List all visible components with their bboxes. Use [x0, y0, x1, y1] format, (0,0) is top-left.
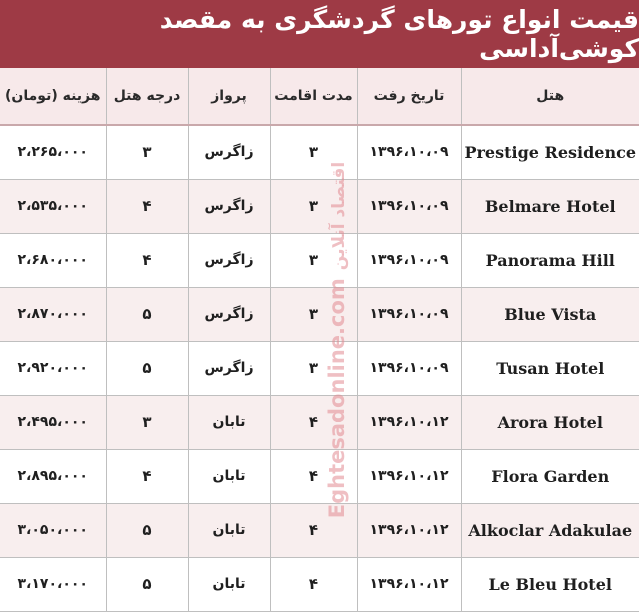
- cell-date: ۱۳۹۶،۱۰،۰۹: [357, 341, 461, 395]
- cell-stay: ۳: [270, 341, 357, 395]
- table-header-row: [0, 68, 639, 125]
- cell-cost: ۲،۹۲۰،۰۰۰: [0, 341, 106, 395]
- header-date: تاریخ رفت: [357, 68, 461, 125]
- cell-date: ۱۳۹۶،۱۰،۱۲: [357, 395, 461, 449]
- table-row: [0, 341, 639, 395]
- cell-hotel: Panorama Hill: [461, 233, 639, 287]
- cell-airline: زاگرس: [188, 233, 270, 287]
- cell-cost: ۳،۰۵۰،۰۰۰: [0, 503, 106, 557]
- cell-grade: ۵: [106, 341, 188, 395]
- cell-grade: ۴: [106, 449, 188, 503]
- cell-grade: ۳: [106, 125, 188, 179]
- cell-stay: ۳: [270, 125, 357, 179]
- cell-date: ۱۳۹۶،۱۰،۰۹: [357, 179, 461, 233]
- header-stay: مدت اقامت: [270, 68, 357, 125]
- cell-airline: زاگرس: [188, 341, 270, 395]
- table-row: [0, 557, 639, 611]
- cell-airline: زاگرس: [188, 125, 270, 179]
- cell-stay: ۴: [270, 449, 357, 503]
- cell-stay: ۴: [270, 395, 357, 449]
- table-row: [0, 125, 639, 179]
- cell-grade: ۵: [106, 503, 188, 557]
- table-row: [0, 395, 639, 449]
- cell-date: ۱۳۹۶،۱۰،۰۹: [357, 125, 461, 179]
- table-row: [0, 287, 639, 341]
- table-row: [0, 503, 639, 557]
- table-row: [0, 233, 639, 287]
- watermark-text-fa: اقتصاد آنلاین: [329, 161, 349, 271]
- header-hotel: هتل: [461, 68, 639, 125]
- cell-airline: تابان: [188, 503, 270, 557]
- table-row: [0, 449, 639, 503]
- tour-price-table: [0, 68, 639, 612]
- cell-date: ۱۳۹۶،۱۰،۱۲: [357, 503, 461, 557]
- cell-airline: زاگرس: [188, 287, 270, 341]
- cell-cost: ۲،۵۳۵،۰۰۰: [0, 179, 106, 233]
- cell-grade: ۴: [106, 233, 188, 287]
- cell-grade: ۳: [106, 395, 188, 449]
- cell-airline: تابان: [188, 557, 270, 611]
- cell-hotel: Flora Garden: [461, 449, 639, 503]
- cell-hotel: Le Bleu Hotel: [461, 557, 639, 611]
- cell-grade: ۵: [106, 287, 188, 341]
- cell-stay: ۳: [270, 179, 357, 233]
- cell-stay: ۴: [270, 557, 357, 611]
- cell-date: ۱۳۹۶،۱۰،۱۲: [357, 449, 461, 503]
- cell-hotel: Blue Vista: [461, 287, 639, 341]
- cell-grade: ۵: [106, 557, 188, 611]
- header-airline: پرواز: [188, 68, 270, 125]
- cell-hotel: Arora Hotel: [461, 395, 639, 449]
- cell-hotel: Alkoclar Adakulae: [461, 503, 639, 557]
- cell-cost: ۲،۲۶۵،۰۰۰: [0, 125, 106, 179]
- header-grade: درجه هتل: [106, 68, 188, 125]
- header-cost: هزینه (تومان): [0, 68, 106, 125]
- cell-date: ۱۳۹۶،۱۰،۰۹: [357, 287, 461, 341]
- cell-stay: ۳: [270, 233, 357, 287]
- cell-date: ۱۳۹۶،۱۰،۰۹: [357, 233, 461, 287]
- cell-stay: ۳: [270, 287, 357, 341]
- cell-cost: ۲،۸۷۰،۰۰۰: [0, 287, 106, 341]
- cell-airline: تابان: [188, 449, 270, 503]
- cell-hotel: Belmare Hotel: [461, 179, 639, 233]
- cell-stay: ۴: [270, 503, 357, 557]
- cell-hotel: Tusan Hotel: [461, 341, 639, 395]
- cell-date: ۱۳۹۶،۱۰،۱۲: [357, 557, 461, 611]
- cell-grade: ۴: [106, 179, 188, 233]
- cell-cost: ۲،۶۸۰،۰۰۰: [0, 233, 106, 287]
- cell-cost: ۲،۴۹۵،۰۰۰: [0, 395, 106, 449]
- cell-airline: زاگرس: [188, 179, 270, 233]
- cell-cost: ۲،۸۹۵،۰۰۰: [0, 449, 106, 503]
- page-title: قیمت انواع تورهای گردشگری به مقصد کوشی‌آداسی: [0, 0, 639, 68]
- watermark-text-en: Eghtesadonline.com: [325, 278, 349, 519]
- cell-hotel: Prestige Residence: [461, 125, 639, 179]
- table-row: [0, 179, 639, 233]
- cell-airline: تابان: [188, 395, 270, 449]
- cell-cost: ۳،۱۷۰،۰۰۰: [0, 557, 106, 611]
